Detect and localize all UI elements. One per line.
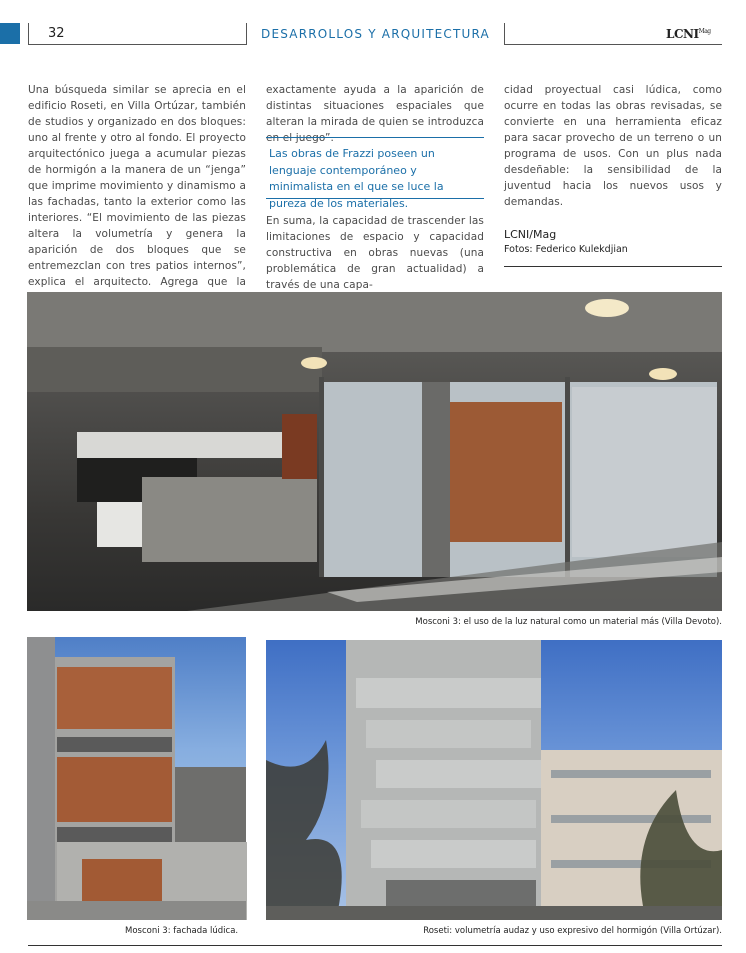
photo-caption: Mosconi 3: el uso de la luz natural como un material más (Villa Devoto).	[415, 617, 722, 627]
article-column-3: cidad proyectual casi lúdica, como ocurre en todas las obras revisadas, se convierte en una herramienta eficaz para sacar provecho de un terreno o un programa de usos. Con un plus nada desdeñable: la sensibilidad de la juventud hacia los nuevos usos y demandas.	[504, 84, 722, 208]
header-accent-block	[0, 23, 20, 44]
credit-publication: LCNI/Mag	[504, 228, 557, 241]
facade-photo-illustration	[27, 637, 246, 920]
pull-quote: Las obras de Frazzi poseen un lenguaje contemporáneo y minimalista en el que se luce la pureza de los materiales.	[266, 137, 484, 199]
article-column-2-bottom: En suma, la capacidad de trascender las limitaciones de espacio y capacidad constructiva en obras nuevas (una problemática de gran actualidad) a través de una capa-	[266, 215, 484, 291]
building-photo	[266, 640, 722, 920]
page-number: 32	[48, 26, 65, 41]
header-divider	[28, 23, 29, 45]
magazine-logo	[666, 27, 711, 41]
header-underline	[28, 44, 246, 45]
article-column-2-top: exactamente ayuda a la aparición de distintas situaciones espaciales que alteran la mirada de quien se introduzca en el juego”.	[266, 84, 484, 144]
section-title: DESARROLLOS Y ARQUITECTURA	[261, 27, 490, 41]
header-divider	[504, 23, 505, 45]
facade-photo	[27, 637, 246, 920]
logo-text: LCNI	[666, 27, 699, 41]
credit-divider	[504, 266, 722, 267]
footer-divider	[28, 945, 722, 946]
interior-photo	[27, 292, 722, 611]
interior-photo-illustration	[27, 292, 722, 611]
building-photo-illustration	[266, 640, 722, 920]
photo-caption: Roseti: volumetría audaz y uso expresivo del hormigón (Villa Ortúzar).	[423, 926, 722, 936]
credit-photographer: Fotos: Federico Kulekdjian	[504, 244, 628, 255]
photo-caption: Mosconi 3: fachada lúdica.	[125, 926, 239, 936]
header-underline	[504, 44, 722, 45]
logo-suffix: Mag	[698, 28, 711, 35]
article-column-1: Una búsqueda similar se aprecia en el edificio Roseti, en Villa Ortúzar, también de studios y organizado en dos bloques: uno al frente y otro al fondo. El proyecto arquitectónico juega a acumular piezas de hormigón a la manera de un “jenga” que imprime movimiento y dinamismo a las fachadas, tanto la exterior como las interiores. “El movimiento de las piezas altera la volumetría y genera la aparición de dos bloques que se entremezclan con tres patios internos”, explica el arquitecto. Agrega que la	[28, 84, 246, 288]
